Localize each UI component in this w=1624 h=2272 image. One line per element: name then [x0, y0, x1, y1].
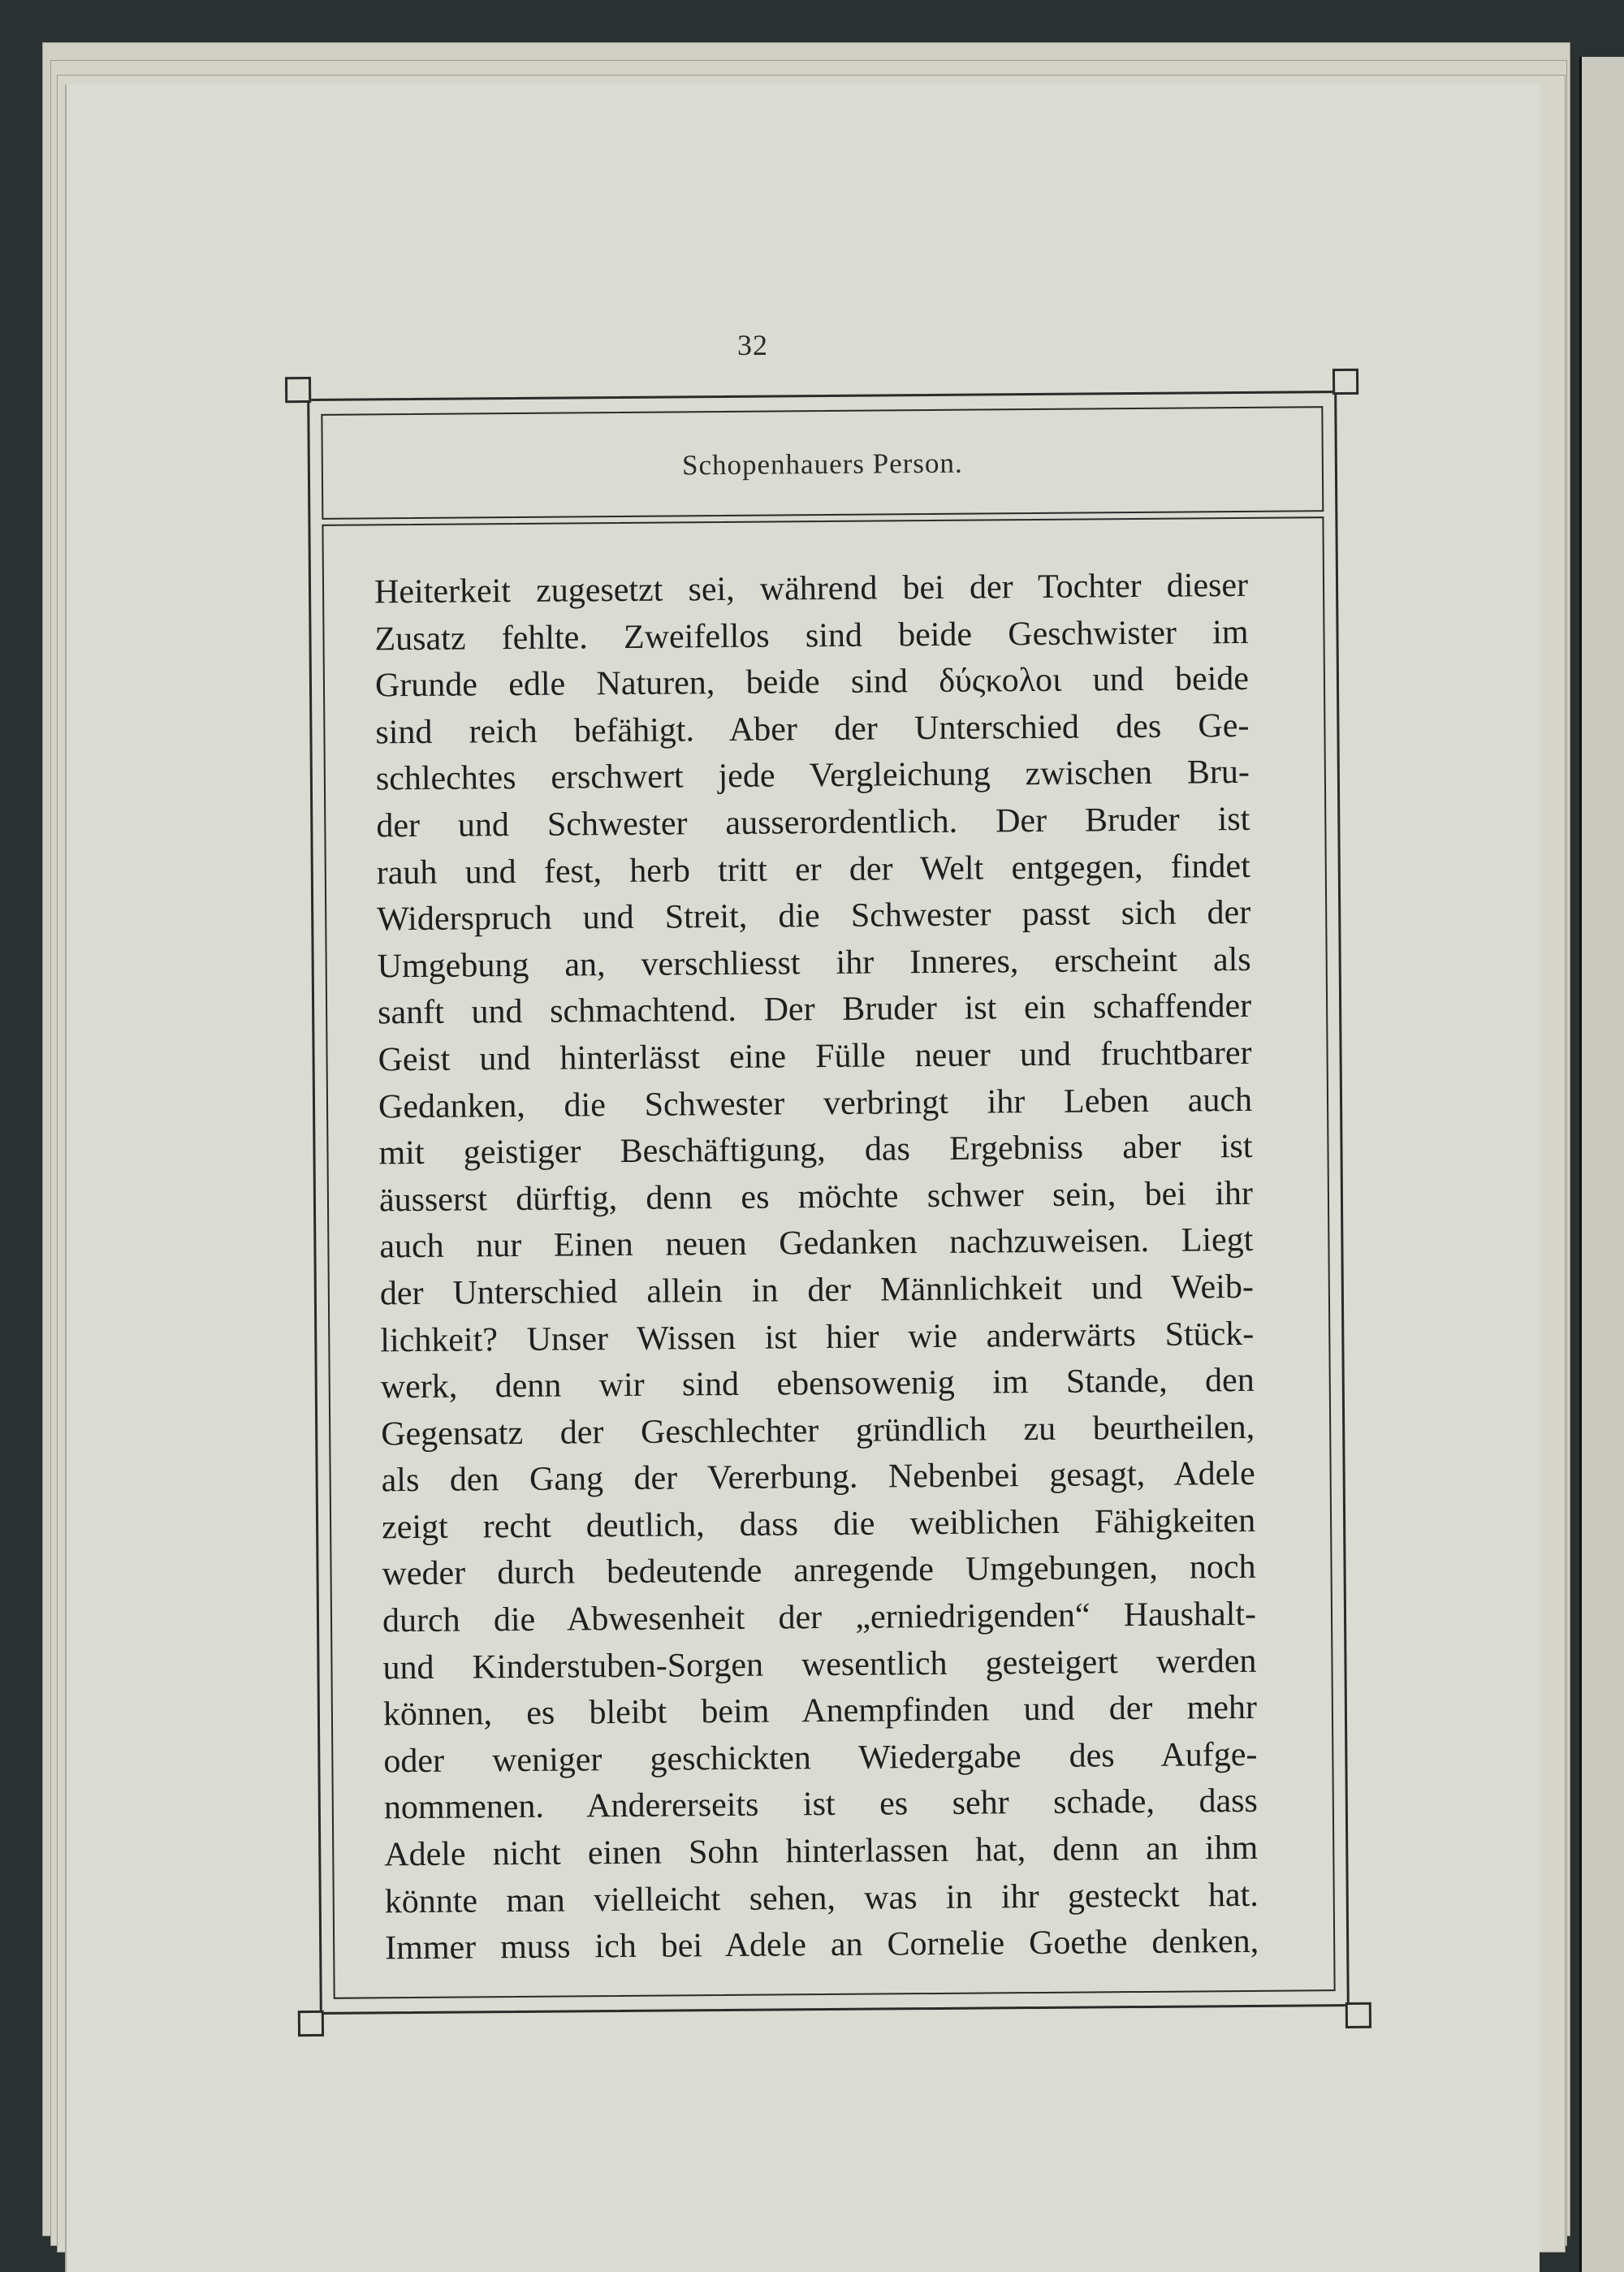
text-line: nommenen. Andererseits ist es sehr schade, dass — [383, 1782, 1258, 1827]
decorative-frame — [307, 391, 1350, 2015]
text-line: als den Gang der Vererbung. Nebenbei gesagt, Adele — [381, 1455, 1255, 1500]
book-page — [65, 84, 1540, 2272]
text-line: durch die Abwesenheit der „erniedrigenden“ Haushalt- — [382, 1595, 1257, 1640]
text-line: zeigt recht deutlich, dass die weiblichen Fähigkeiten — [381, 1501, 1256, 1547]
text-line: werk, denn wir sind ebensowenig im Stande, den — [380, 1361, 1255, 1406]
text-line: der Unterschied allein in der Männlichkeit und Weib- — [379, 1268, 1255, 1313]
text-line: Zusatz fehlte. Zweifellos sind beide Geschwister im — [374, 613, 1249, 658]
text-line: könnte man vielleicht sehen, was in ihr gesteckt hat. — [384, 1876, 1259, 1920]
frame-corner-square-icon — [285, 377, 311, 403]
text-line: lichkeit? Unser Wissen ist hier wie anderwärts Stück- — [380, 1315, 1255, 1359]
page-number: 32 — [737, 329, 768, 361]
text-line: Gegensatz der Geschlechter gründlich zu beurtheilen, — [381, 1408, 1255, 1453]
text-line: Grunde edle Naturen, beide sind δύςκολοι und beide — [374, 660, 1250, 705]
text-line: Heiterkeit zugesetzt sei, während bei der Tochter dieser — [374, 566, 1249, 611]
text-line: mit geistiger Beschäftigung, das Ergebniss aber ist — [378, 1128, 1253, 1173]
text-line: sind reich befähigt. Aber der Unterschied des Ge- — [375, 706, 1250, 752]
running-head: Schopenhauers Person. — [681, 447, 963, 482]
text-line: rauh und fest, herb tritt er der Welt entgegen, findet — [376, 847, 1250, 892]
body-text — [374, 563, 1259, 1972]
text-line: auch nur Einen neuen Gedanken nachzuweisen. Liegt — [379, 1221, 1254, 1266]
text-line: weder durch bedeutende anregende Umgebungen, noch — [382, 1549, 1256, 1593]
text-line: Gedanken, die Schwester verbringt ihr Leben auch — [378, 1081, 1253, 1125]
text-line: Immer muss ich bei Adele an Cornelie Goethe denken, — [385, 1923, 1259, 1967]
text-line: Adele nicht einen Sohn hinterlassen hat, denn an ihm — [384, 1829, 1259, 1874]
text-line: oder weniger geschickten Wiedergabe des Aufge- — [383, 1735, 1258, 1781]
text-line: schlechtes erschwert jede Vergleichung zwischen Bru- — [375, 754, 1250, 798]
frame-corner-square-icon — [1332, 369, 1358, 395]
text-line: Widerspruch und Streit, die Schwester passt sich der — [377, 894, 1251, 939]
text-line: der und Schwester ausserordentlich. Der Bruder ist — [376, 800, 1250, 845]
frame-corner-square-icon — [298, 2011, 324, 2037]
body-text-box — [322, 516, 1335, 1999]
next-page-edge — [1579, 57, 1624, 2272]
text-line: Umgebung an, verschliesst ihr Inneres, erscheint als — [377, 940, 1251, 986]
running-head-box — [321, 406, 1324, 520]
text-line: äusserst dürftig, denn es möchte schwer sein, bei ihr — [378, 1174, 1254, 1220]
text-line: können, es bleibt beim Anempfinden und der mehr — [382, 1689, 1258, 1734]
text-line: Geist und hinterlässt eine Fülle neuer und fruchtbarer — [378, 1034, 1252, 1079]
text-line: sanft und schmachtend. Der Bruder ist ein schaffender — [377, 987, 1252, 1032]
frame-corner-square-icon — [1345, 2002, 1371, 2028]
text-line: und Kinderstuben-Sorgen wesentlich gesteigert werden — [382, 1642, 1257, 1687]
